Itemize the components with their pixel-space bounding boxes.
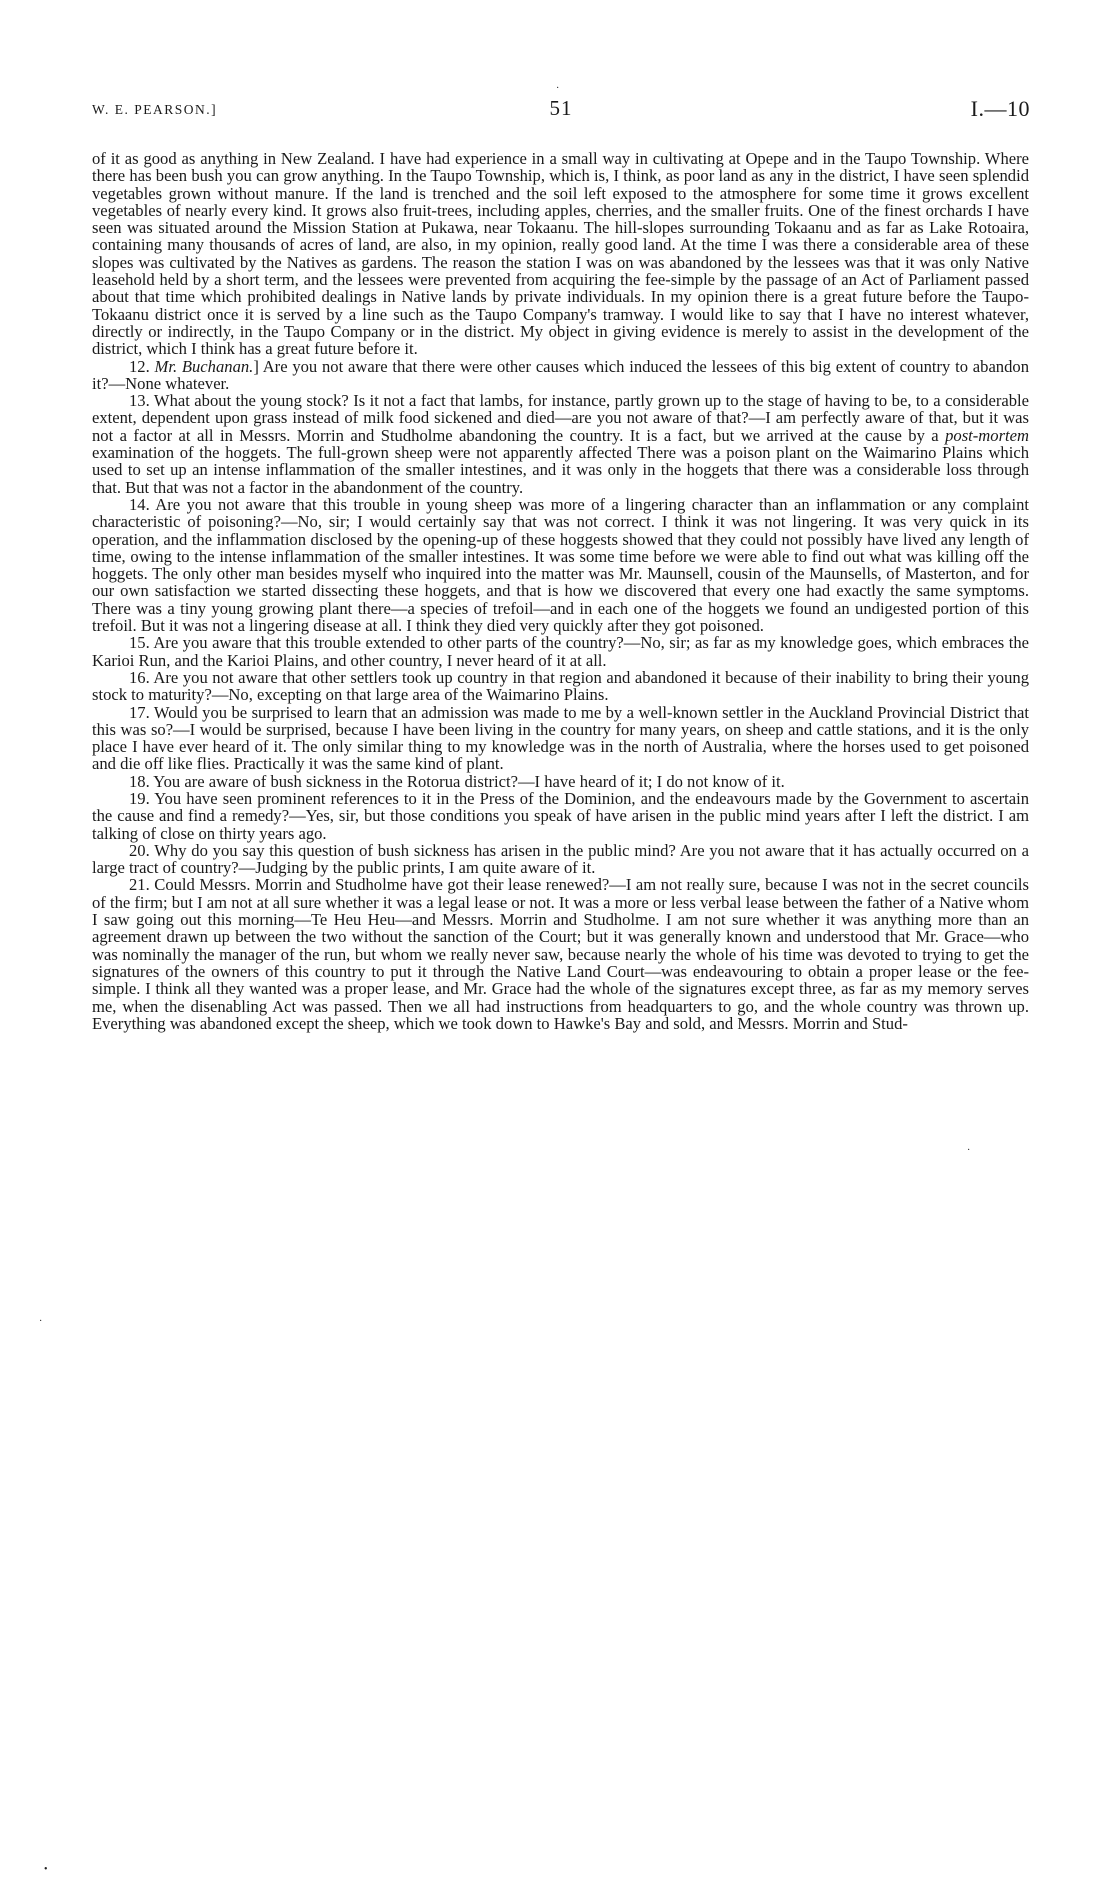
stray-mark: · — [556, 83, 560, 94]
evidence-text — [92, 150, 1029, 1032]
paragraph — [92, 669, 1029, 704]
stray-mark: · — [967, 1145, 971, 1156]
page-header — [92, 96, 1030, 126]
paragraph — [92, 842, 1029, 877]
paragraph — [92, 358, 1029, 393]
paragraph-text: 15. Are you aware that this trouble extended to other parts of the country?—No, sir; as far as my knowledge goes, which embraces the Karioi Run, and the Karioi Plains, and other country, I never heard of it at all. — [92, 633, 1029, 670]
paragraph — [92, 773, 1029, 790]
stray-mark: • — [44, 1864, 48, 1875]
paragraph-text: 19. You have seen prominent references to it in the Press of the Dominion, and the endeavours made by the Government to ascertain the cause and find a remedy?—Yes, sir, but those conditions you speak of have arisen in the public mind years after I left the district. I am talking of close on thirty years ago. — [92, 788, 1029, 843]
witness-name: W. E. PEARSON.] — [92, 102, 218, 117]
italic-text: post-mortem — [945, 425, 1029, 445]
paragraph-text: 14. Are you not aware that this trouble in young sheep was more of a lingering character than an inflammation or any complaint characteristic of poisoning?—No, sir; I would certainly say that was not correct. I think it was not lingering. It was very quick in its operation, and the inflammation disclosed by the opening-up of these hoggests showed that they could not possibly have lived any length of time, owing to the intense inflammation of the smaller intestines. It was some time before we were able to find out what was killing off the hoggets. The only other man besides myself who inquired into the matter was Mr. Maunsell, cousin of the Maunsells, of Masterton, and for our own satisfaction we started dissecting these hoggets, and that is how we discovered that every one had exactly the same symptoms. There was a tiny young growing plant there—a species of trefoil—and in each one of the hoggets we found an undigested portion of this trefoil. But it was not a lingering disease at all. I think they died very quickly after they got poisoned. — [92, 494, 1029, 636]
page-number: 51 — [549, 96, 573, 120]
paragraph-text: 16. Are you not aware that other settlers took up country in that region and abandoned it because of their inability to bring their young stock to maturity?—No, excepting on that large area of the Waimarino Plains. — [92, 667, 1029, 705]
paragraph — [92, 704, 1029, 773]
paragraph-text: examination of the hoggets. The full-grown sheep were not apparently affected There was a poison plant on the Waimarino Plains which used to set up an intense inflammation of the smaller intestines, and it was only in the hoggets that there was a considerable loss through that. But that was not a factor in the abandonment of the country. — [92, 443, 1029, 497]
paragraph-text: 21. Could Messrs. Morrin and Studholme have got their lease renewed?—I am not really sure, because I was not in the secret councils of the firm; but I am not at all sure whether it was a legal lease or not. It was a more or less verbal lease between the father of a Native whom I saw going out this morning—Te Heu Heu—and Messrs. Morrin and Studholme. I am not sure whether it was anything more than an agreement drawn up between the two without the sanction of the Court; but it was generally known and understood that Mr. Grace—who was nominally the manager of the run, but whom we really never saw, because nearly the whole of his time was devoted to trying to get the signatures of the owners of this country to put it through the Native Land Court—was endeavouring to obtain a proper lease or the fee-simple. I think all they wanted was a proper lease, and Mr. Grace had the whole of the signatures except three, as far as my memory serves me, when the disenabling Act was passed. Then we all had instructions from headquarters to go, and the whole country was thrown up. Everything was abandoned except the sheep, which we took down to Hawke's Bay and sold, and Messrs. Morrin and Stud- — [92, 875, 1029, 1033]
paragraph — [92, 150, 1029, 358]
paragraph — [92, 876, 1029, 1032]
paragraph-text: 20. Why do you say this question of bush sickness has arisen in the public mind? Are you not aware that it has actually occurred on a large tract of country?—Judging by the public prints, I am quite aware of it. — [92, 840, 1029, 878]
paragraph — [92, 634, 1029, 669]
italic-text: Mr. Buchanan. — [154, 356, 254, 376]
paragraph-text: ] Are you not aware that there were other causes which induced the lessees of this big extent of country to abandon it?—None whatever. — [92, 356, 1029, 393]
paragraph — [92, 790, 1029, 842]
paragraph-text: 13. What about the young stock? Is it not a fact that lambs, for instance, partly grown up to the stage of having to be, to a considerable extent, dependent upon grass instead of milk food sickened and died—are you not aware of that?—I am perfectly aware of that, but it was not a factor at all in Messrs. Morrin and Studholme abandoning the country. It is a fact, but we arrived at the cause by a — [92, 391, 1029, 445]
stray-mark: · — [39, 1316, 43, 1327]
paragraph-text: 17. Would you be surprised to learn that an admission was made to me by a well-known settler in the Auckland Provincial District that this was so?—I would be surprised, because I have been living in the country for many years, on sheep and cattle stations, and it is the only place I have ever heard of it. The only similar thing to my knowledge was in the north of Australia, where the horses used to get poisoned and die off like flies. Practically it was the same kind of plant. — [92, 702, 1029, 774]
paragraph — [92, 496, 1029, 634]
paragraph-text: 18. You are aware of bush sickness in the Rotorua district?—I have heard of it; I do not know of it. — [129, 771, 785, 791]
paragraph-text: 12. — [129, 356, 155, 376]
paragraph-text: of it as good as anything in New Zealand. I have had experience in a small way in cultivating at Opepe and in the Taupo Township. Where there has been bush you can grow anything. In the Taupo Township, which is, I think, as poor land as any in the district, I have seen splendid vegetables grown without manure. If the land is trenched and the soil left exposed to the atmosphere for some time it grows excellent vegetables of nearly every kind. It grows also fruit-trees, including apples, cherries, and the smaller fruits. One of the finest orchards I have seen was situated around the Mission Station at Pukawa, near Tokaanu. The hill-slopes surrounding Tokaanu and as far as Lake Rotoaira, containing many thousands of acres of land, are also, in my opinion, really good land. At the time I was there a considerable area of these slopes was cultivated by the Natives as gardens. The reason the station I was on was abandoned by the lessees was that it was only Native leasehold held by a short term, and the lessees were prevented from acquiring the fee-simple by the passage of an Act of Parliament passed about that time which prohibited dealings in Native lands by private individuals. In my opinion there is a great future before the Taupo-Tokaanu district once it is served by a line such as the Taupo Company's tramway. I would like to say that I have no interest whatever, directly or indirectly, in the Taupo Company or in the district. My object in giving evidence is merely to assist in the development of the district, which I think has a great future before it. — [92, 149, 1029, 359]
paper-reference: I.—10 — [970, 96, 1030, 121]
paragraph — [92, 392, 1029, 496]
